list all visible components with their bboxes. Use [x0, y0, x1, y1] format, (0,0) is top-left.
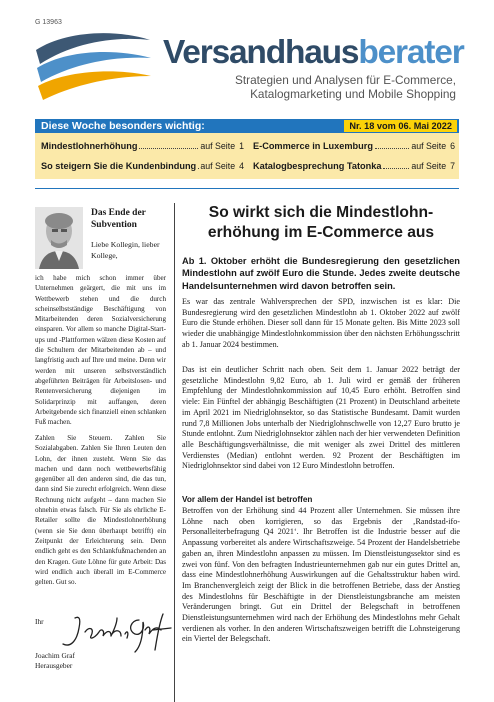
highlights-label: Diese Woche besonders wichtig:	[41, 120, 205, 132]
editorial-title: Das Ende der Subvention	[91, 208, 146, 230]
toc-page-label: auf Seite	[200, 141, 236, 151]
brand-name	[163, 36, 464, 70]
brand-name-accent: berater	[358, 34, 464, 71]
toc-page-label: auf Seite	[411, 141, 447, 151]
editorial-paragraph: Zahlen Sie Steuern. Zahlen Sie Sozialabgaben. Zahlen Sie Ihren Leuten den Lohn, der ihnen zusteht. Wenn Sie das machen und dann noch wettbewerbsfähig gegenüber all den anderen sind, die das tun, dann sind Sie zurecht erfolgreich. Wenn diese Rechnung nicht aufgeht – dann machen Sie ohnehin etwas falsch. Für Sie als ehrliche E-Retailer sollte die Mindestlohnerhöhung (wenn sie Sie denn überhaupt betrifft) ein Zeitpunkt der Erleichterung sein. Denn endlich geht es den Schlankfußmachenden an den Kragen. Gute Löhne für gute Arbeit: Das wird endlich auch überall im E-Commerce gelten. Gut so.	[35, 434, 166, 587]
handwritten-signature	[55, 608, 175, 654]
toc-page-number: 7	[450, 161, 455, 171]
toc-page-number: 4	[239, 161, 244, 171]
toc-page-label: auf Seite	[411, 161, 447, 171]
toc-item-mindestlohn[interactable]	[41, 141, 244, 155]
toc-item-tatonka[interactable]	[253, 161, 455, 175]
issue-badge: Nr. 18 vom 06. Mai 2022	[344, 120, 457, 132]
article-headline	[182, 203, 460, 243]
toc-leader-dots	[383, 161, 409, 169]
highlights-bar	[35, 119, 459, 133]
article-lead: Ab 1. Oktober erhöht die Bundesregierung den gesetzlichen Mindestlohn auf zwölf Euro die Stunde. Jedes zweite deutsche Handelsunternehmen wird davon betroffen sein.	[182, 256, 460, 291]
article-paragraph: Das ist ein deutlicher Schritt nach oben. Seit dem 1. Januar 2022 beträgt der gesetzliche Mindestlohn 9,82 Euro, ab 1. Juli wird er gemäß der früheren Empfehlung der Mindestlohnkommission auf 10,45 Euro erhöht. Betroffen sind viele: Ein Fünftel der abhängig Beschäftigten (21 Prozent) in Deutschland arbeitete im April 2021 im Niedriglohnsektor, so das Statistische Bundesamt. Damit wurden rund 7,8 Millionen Jobs unterhalb der Niedriglohnschwelle von 12,27 Euro brutto je Stunde entlohnt. Zum Niedriglohnsektor zählen nach der hier verwendeten Definition alle Beschäftigungsverhältnisse, die mit weniger als zwei Drittel des mittleren Verdienstes (Median) entlohnt werden. 92 Prozent der Beschäftigten im Niedriglohnsektor sind dabei von 12 Euro Mindestlohn betroffen.	[182, 365, 460, 471]
signature-label: Ihr	[35, 617, 44, 626]
tagline	[228, 73, 456, 101]
toc-item-title: Mindestlohnerhöhung	[41, 141, 138, 151]
issn-number: G 13963	[35, 19, 62, 26]
swoosh-logo-icon	[34, 28, 152, 108]
headline-line-2: erhöhung im E-Commerce aus	[207, 224, 435, 241]
toc-page-number: 1	[239, 141, 244, 151]
tagline-line-1: Strategien und Analysen für E-Commerce,	[235, 73, 456, 87]
article-paragraph: Es war das zentrale Wahlversprechen der SPD, inzwischen ist es klar: Die Bundesregierung wird den gesetzlichen Mindestlohn ab 1. Oktober 2022 auf zwölf Euro die Stunde erhöhen. Dieser soll dann für 15 Monate gelten. Bis Mitte 2023 soll wieder die unabhängige Mindestlohnkommission über den nächsten Erhöhungsschritt ab 1. Januar 2024 bestimmen.	[182, 297, 460, 349]
editorial-paragraph: ich habe mich schon immer über Unternehmen geärgert, die mit uns im Wettbewerb stehen und die durch scheinselbstständige Beschäftigung von Mitarbeitenden deren Sozialversicherung einsparen. Vor allem so manche Digital-Start-ups und -Plattformen wälzen diese Kosten auf die Schultern der Mitarbeitenden ab – und langfristig auch auf Ihre und meine. Denn wir werden mit unseren selbstverständlich abgeführten Beiträgen für Arbeitslosen- und Rentenversicherung diejenigen im Solidarprinzip mit auffangen, deren Arbeitgebende sich finanziell einen schlanken Fuß machen.	[35, 274, 166, 427]
column-divider	[174, 203, 175, 702]
signer-name: Joachim Graf	[35, 651, 76, 660]
toc-item-luxemburg[interactable]	[253, 141, 455, 155]
toc-leader-dots	[375, 141, 409, 149]
divider-rule	[35, 188, 459, 189]
signer-block	[35, 651, 75, 671]
toc-item-title: Katalogbesprechung Tatonka	[253, 161, 382, 171]
table-of-contents	[35, 133, 459, 179]
toc-page-number: 6	[450, 141, 455, 151]
toc-item-kundenbindung[interactable]	[41, 161, 244, 175]
editorial-greeting: Liebe Kollegin, lieber Kollege,	[91, 240, 160, 260]
article-paragraph: Betroffen von der Erhöhung sind 44 Prozent aller Unternehmen. Sie müssen ihre Löhne nach oben korrigieren, so das Ergebnis der ‚Randstad-ifo-Personalleiterbefragung Q4 2021‘. Ihr Betroffen ist die Industrie besser auf die Anpassung vorbereitet als andere Wirtschaftszweige. 54 Prozent der Handelsbetriebe gaben an, ihren Mindestlohn anpassen zu müssen. Im Dienstleistungssektor sind es zwei von fünf. Von den befragten Industrieunternehmen gab nur ein gutes Drittel an, dass eine Mindestlohnerhöhung Auswirkungen auf die Gehaltsstruktur haben wird. Im Branchenvergleich zeigt der Blick in die betroffenen Betriebe, dass der Anstieg des Mindestlohns für Beschäftigte in der Dienstleistungsbranche am meisten Veränderungen bringt. Gut ein Drittel der Belegschaft in betroffenen Dienstleistungsunternehmen wird nach der Erhöhung des Mindestlohns mehr Gehalt verdienen als vorher. In den anderen Wirtschaftszweigen betrifft die Lohnsteigerung ein Viertel der Belegschaft.	[182, 506, 460, 644]
article-subheading: Vor allem der Handel ist betroffen	[182, 495, 313, 504]
author-photo	[35, 207, 83, 269]
brand-name-main: Versandhaus	[163, 34, 359, 71]
tagline-line-2: Katalogmarketing und Mobile Shopping	[250, 87, 456, 101]
toc-item-title: E-Commerce in Luxemburg	[253, 141, 373, 151]
toc-item-title: So steigern Sie die Kundenbindung	[41, 161, 197, 171]
signer-role: Herausgeber	[35, 661, 73, 670]
toc-leader-dots	[139, 141, 198, 149]
toc-page-label: auf Seite	[200, 161, 236, 171]
headline-line-1: So wirkt sich die Mindestlohn-	[208, 204, 434, 221]
